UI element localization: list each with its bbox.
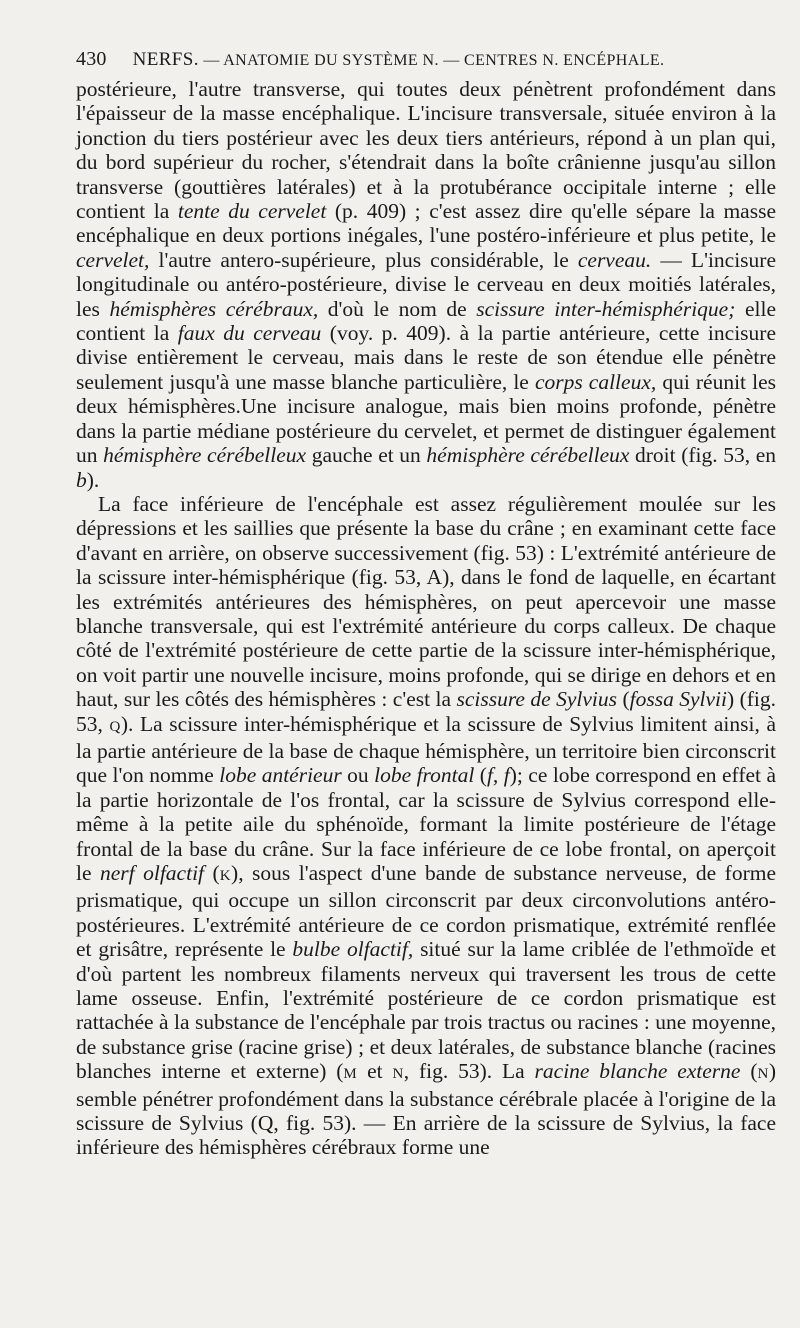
text-run: ( — [617, 687, 630, 712]
running-title — [133, 49, 665, 71]
italic-term: scissure inter-hémisphérique; — [476, 296, 736, 321]
text-run: La face inférieure de l'encéphale est assez régulièrement moulée sur les dépressions et les saillies que présente la base du crâne ; en examinant cette face d'avant en arrière, on observe successivement (fig. 53) : L'extrémité antérieure de la scissure inter-hémisphérique (fig. 53, A), dans le fond de laquelle, en écartant les extrémités antérieures des hémisphères, on peut apercevoir une masse blanche transversale, qui est l'extrémité antérieure du corps calleux. De chaque côté de l'extrémité postérieure de cette partie de la scissure inter-hémisphérique, on voit partir une nouvelle incisure, moins profonde, qui se dirige en dehors et en haut, sur les côtés des hémisphères : c'est la — [76, 491, 776, 712]
figure-letter: N — [757, 1066, 769, 1083]
italic-term: hémisphère cérébelleux — [426, 443, 630, 468]
italic-term: cerveau. — [577, 247, 652, 272]
page-number: 430 — [76, 48, 107, 70]
text-run: ( — [204, 861, 220, 885]
text-run: d'où le nom de — [318, 296, 477, 321]
figure-letter: K — [219, 868, 232, 884]
text-run: situé sur la lame criblée de l'ethmoïde et d'où partent les nombreux filaments nerveux qui traversent les trous de cette lame osseuse. Enfin, l'extrémité postérieure de ce cordon prismatique est rattachée à la substance de l'encéphale par trois tractus ou racines : une moyenne, de substance grise (racine grise) ; et deux latérales, de substance blanche (racines blanches interne et externe) ( — [76, 937, 776, 1084]
text-run: ) (fig. 53, — [76, 687, 777, 736]
text-run: ) semble pénétrer profondément dans la substance cérébrale placée à l'origine de la scissure de Sylvius (Q, fig. 53). — En arrière de la scissure de Sylvius, la face inférieure des hémisphères cérébraux forme une — [76, 1059, 776, 1160]
text-run: l'autre antero-supérieure, plus considérable, le — [149, 247, 578, 272]
text-run: ). La scissure inter-hémisphérique et la scissure de Sylvius limitent ainsi, à la partie antérieure de la base de chaque hémisphère, un territoire bien circonscrit que l'on nomme — [76, 711, 776, 788]
italic-term: bulbe olfactif, — [292, 937, 414, 962]
text-run: elle contient la — [76, 296, 776, 346]
italic-term: racine blanche externe — [534, 1059, 741, 1084]
italic-term: hémisphères cérébraux, — [109, 296, 319, 321]
figure-letter: M — [343, 1066, 358, 1083]
text-run: ( — [740, 1059, 758, 1084]
italic-term: lobe antérieur — [219, 763, 342, 788]
running-title-rest: — ANATOMIE DU SYSTÈME N. — CENTRES N. ENCÉPHALE. — [203, 52, 665, 69]
italic-term: fossa Sylvii — [629, 687, 727, 712]
text-run: qui réunit les deux hémisphères.Une incisure analogue, mais bien moins profonde, pénètre dans la partie médiane postérieure du cervelet, et permet de distinguer également un — [76, 369, 776, 468]
text-run: droit (fig. 53, en — [629, 443, 777, 468]
text-run: ( — [474, 763, 487, 788]
text-run: ou — [341, 763, 375, 788]
text-run: et — [357, 1059, 393, 1084]
text-run: , fig. 53). La — [403, 1059, 535, 1084]
italic-term: scissure de Sylvius — [456, 687, 618, 712]
page-body — [76, 77, 776, 1160]
italic-term: nerf olfactif — [100, 861, 205, 885]
text-run: gauche et un — [306, 443, 427, 468]
text-run: (voy. p. 409). à la partie antérieure, cette incisure divise entièrement le cerveau, mais dans le reste de son étendue elle pénètre seulement jusqu'à une masse blanche particulière, le — [76, 321, 776, 394]
figure-letter: N — [392, 1066, 404, 1083]
text-run: postérieure, l'autre transverse, qui toutes deux pénètrent profondément dans l'épaisseur de la masse encéphalique. L'incisure transversale, située environ à la jonction du tiers postérieur avec les deux tiers antérieurs, répond à un plan qui, du bord supérieur du rocher, s'étendrait dans la boîte crânienne jusqu'au sillon transverse (gouttières latérales) et à la protubérance occipitale interne ; elle contient la — [76, 77, 776, 224]
running-header — [76, 48, 776, 71]
text-run: ); ce lobe correspond en effet à la partie horizontale de l'os frontal, car la scissure de Sylvius correspond elle-même à la petite aile du sphénoïde, formant la limite postérieure de l'étage frontal de la base du crâne. Sur la face inférieure de ce lobe frontal, on aperçoit le — [76, 763, 776, 885]
paragraph-continuation — [76, 77, 776, 492]
italic-term: corps calleux, — [534, 369, 657, 394]
italic-term: cervelet, — [76, 247, 150, 272]
italic-term: hémisphère cérébelleux — [103, 443, 307, 468]
italic-term: lobe frontal — [374, 763, 475, 788]
italic-term: faux du cerveau — [177, 321, 322, 346]
italic-term: tente du cervelet — [177, 199, 327, 224]
paragraph-face-inferieure — [76, 492, 776, 1160]
italic-term: b — [76, 467, 87, 492]
text-run: ), sous l'aspect d'une bande de substance nerveuse, de forme prismatique, qui occupe un sillon circonscrit par deux circonvolutions antéro-postérieures. L'extrémité antérieure de ce cordon prismatique, extrémité renflée et grisâtre, représente le — [76, 861, 776, 962]
italic-term: f, f — [486, 763, 510, 788]
running-title-lead: NERFS. — [132, 49, 199, 70]
text-run: — L'incisure longitudinale ou antéro-postérieure, divise le cerveau en deux moitiés latérales, les — [76, 247, 776, 321]
text-run: (p. 409) ; c'est assez dire qu'elle sépare la masse encéphalique en deux portions inégales, l'une postéro-inférieure et plus petite, le — [76, 199, 776, 248]
text-run: ). — [86, 467, 100, 492]
figure-letter: Q — [109, 718, 121, 735]
